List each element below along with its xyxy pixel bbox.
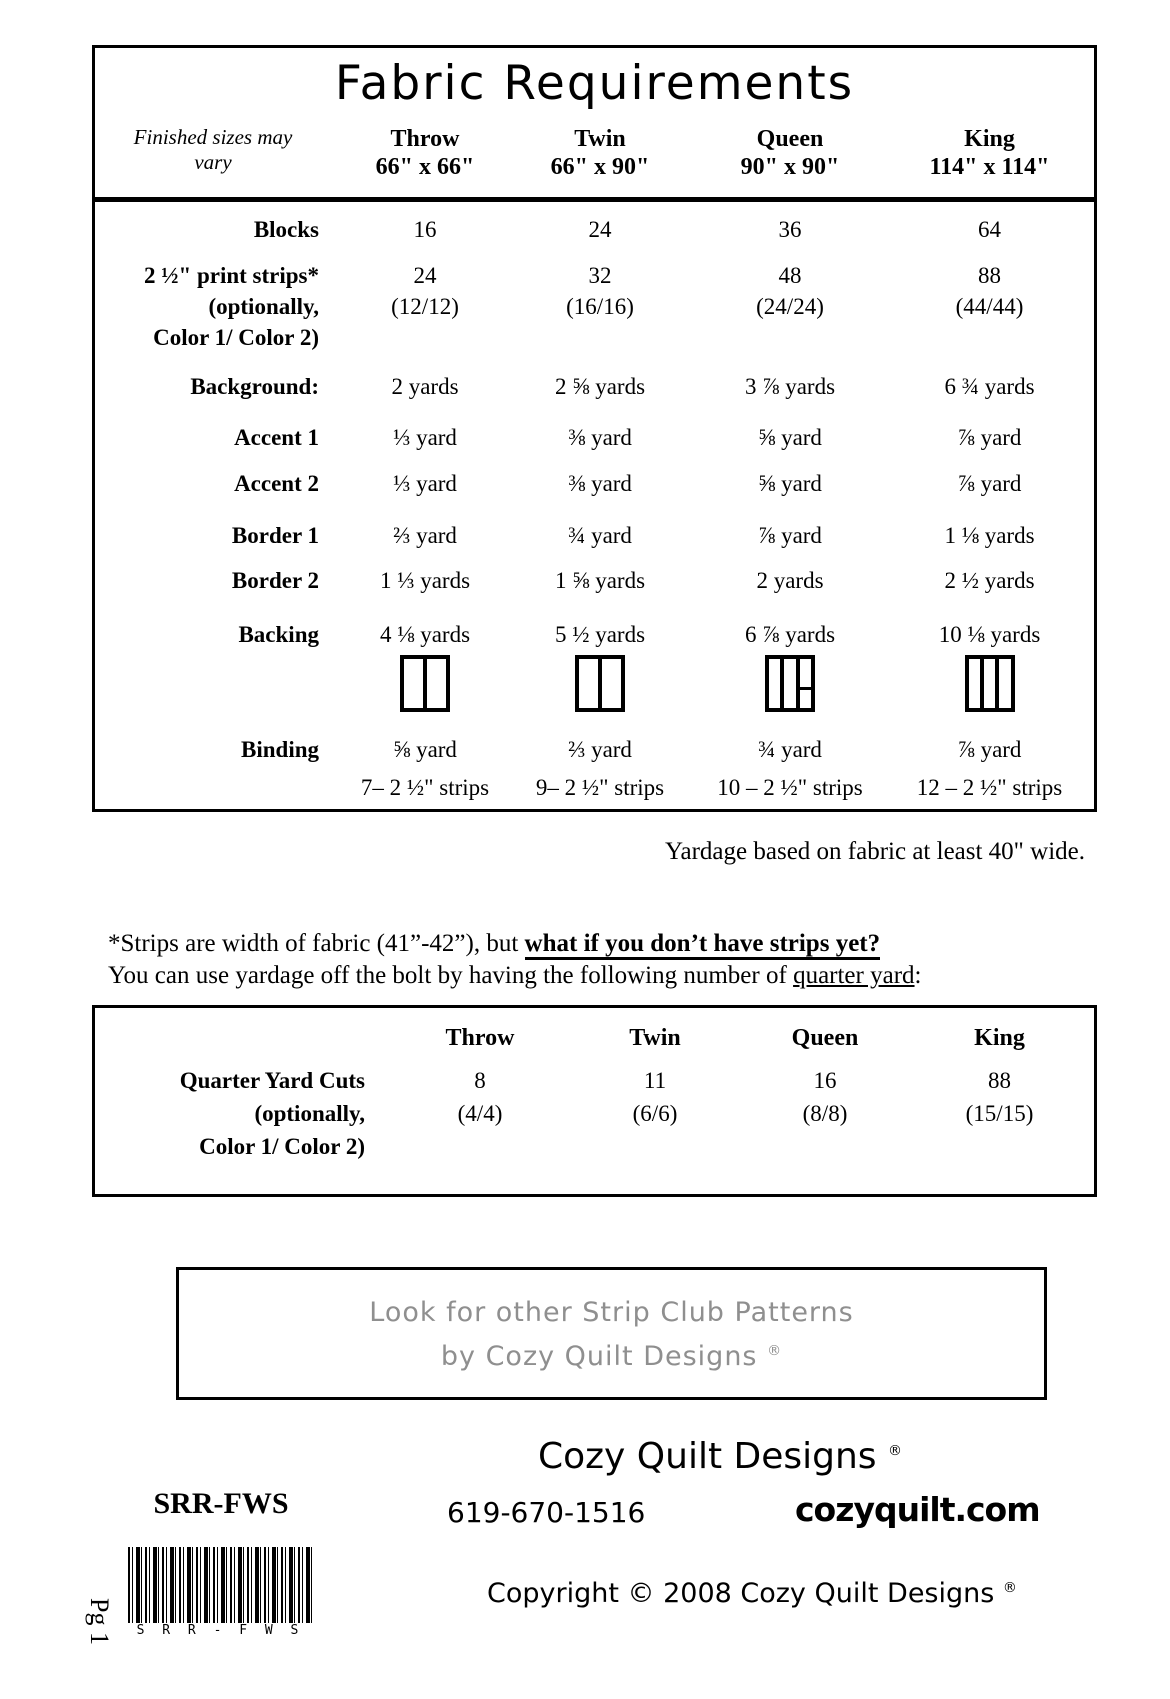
barcode-label: S R R - F W S	[128, 1623, 312, 1638]
cell-value: 10 ⅛ yards	[938, 622, 1041, 647]
row-label: Blocks	[253, 217, 319, 242]
cell-value: 2 yards	[391, 374, 459, 399]
row-backing	[95, 621, 1094, 648]
backing-layout-diagram-queen	[765, 655, 815, 712]
strips-note	[108, 928, 921, 992]
page-number: Pg 1	[85, 1598, 114, 1645]
row-label: Border 1	[231, 523, 319, 548]
barcode	[128, 1547, 312, 1623]
row-label: 2 ½" print strips* (optionally, Color 1/ Color 2)	[143, 263, 319, 350]
pattern-sku: SRR-FWS	[153, 1487, 289, 1520]
cell-value: 6 ⅞ yards	[744, 622, 836, 647]
copyright-line: Copyright © 2008 Cozy Quilt Designs ®	[487, 1578, 1017, 1609]
cell-value: 24	[588, 217, 612, 242]
cell-value: ⅞ yard	[957, 425, 1022, 450]
column-header-throw: Throw	[445, 1025, 515, 1051]
quarter-header-row	[95, 1024, 1094, 1052]
cell-value: ¾ yard	[568, 523, 632, 548]
finished-sizes-line1: Finished sizes may	[133, 125, 293, 149]
cell-value: 48 (24/24)	[756, 263, 824, 319]
cell-value: ⅓ yard	[393, 425, 457, 450]
backing-layout-diagram-throw	[400, 655, 450, 712]
quarter-yard-term: quarter yard	[793, 962, 915, 989]
row-binding-strips	[95, 774, 1094, 801]
row-print-strips	[95, 260, 1094, 353]
column-header-twin: Twin	[629, 1025, 681, 1051]
column-header-twin: Twin 66" x 90"	[550, 126, 650, 180]
website-url: cozyquilt.com	[795, 1490, 1040, 1529]
cell-value: 24 (12/12)	[391, 263, 459, 319]
promo-line1: Look for other Strip Club Patterns	[369, 1297, 854, 1328]
registered-mark: ®	[767, 1343, 783, 1359]
cell-value: 1 ⅝ yards	[554, 568, 646, 593]
row-blocks	[95, 216, 1094, 243]
column-header-king: King	[974, 1025, 1025, 1051]
cell-value: 7– 2 ½" strips	[360, 775, 490, 800]
cell-value: 1 ⅓ yards	[379, 568, 471, 593]
yardage-footnote: Yardage based on fabric at least 40" wide.	[664, 838, 1085, 865]
registered-mark: ®	[1002, 1580, 1017, 1596]
promo-box	[176, 1267, 1047, 1400]
row-accent-1	[95, 424, 1094, 451]
cell-value: 16 (8/8)	[802, 1068, 848, 1126]
row-label: Quarter Yard Cuts (optionally, Color 1/ Color 2)	[179, 1068, 365, 1159]
strips-note-line2: You can use yardage off the bolt by having the following number of quarter yard:	[108, 962, 922, 989]
cell-value: 10 – 2 ½" strips	[717, 775, 863, 800]
backing-layout-diagram-twin	[575, 655, 625, 712]
row-label: Accent 2	[234, 471, 319, 496]
registered-mark: ®	[888, 1443, 903, 1459]
size-header-row	[95, 125, 1094, 181]
cell-value: 3 ⅞ yards	[744, 374, 836, 399]
cell-value: 64	[978, 217, 1001, 242]
row-label: Accent 1	[234, 425, 319, 450]
backing-layout-diagram-king	[965, 655, 1015, 712]
row-border-1	[95, 522, 1094, 549]
cell-value: 88 (44/44)	[955, 263, 1024, 319]
cell-value: 36	[778, 217, 802, 242]
cell-value: ⅝ yard	[758, 425, 822, 450]
finished-sizes-line2: vary	[194, 150, 232, 174]
row-label: Border 2	[231, 568, 319, 593]
strips-question: what if you don’t have strips yet?	[525, 930, 881, 960]
cell-value: 1 ⅛ yards	[944, 523, 1035, 548]
cell-value: 2 ½ yards	[944, 568, 1035, 593]
cell-value: ⅞ yard	[758, 523, 822, 548]
strips-note-line1: *Strips are width of fabric (41”-42”), but what if you don’t have strips yet?	[108, 928, 921, 960]
cell-value: 6 ¾ yards	[944, 374, 1035, 399]
column-header-queen: Queen 90" x 90"	[740, 126, 840, 180]
header-divider	[95, 197, 1094, 202]
cell-value: 88 (15/15)	[965, 1068, 1034, 1126]
cell-value: ⅓ yard	[393, 471, 457, 496]
cell-value: 12 – 2 ½" strips	[916, 775, 1063, 800]
cell-value: 5 ½ yards	[554, 622, 646, 647]
cell-value: ¾ yard	[758, 737, 822, 762]
row-label: Background:	[190, 374, 319, 399]
cell-value: 9– 2 ½" strips	[535, 775, 665, 800]
cell-value: 16	[413, 217, 437, 242]
table-title: Fabric Requirements	[334, 56, 855, 111]
cell-value: 2 ⅝ yards	[554, 374, 646, 399]
phone-number: 619-670-1516	[447, 1496, 646, 1529]
cell-value: 2 yards	[756, 568, 824, 593]
row-backing-diagrams	[95, 655, 1094, 714]
cell-value: 4 ⅛ yards	[379, 622, 471, 647]
cell-value: ⅝ yard	[758, 471, 822, 496]
cell-value: ⅔ yard	[393, 523, 457, 548]
cell-value: ⅔ yard	[568, 737, 632, 762]
cell-value: ⅞ yard	[957, 737, 1022, 762]
row-background	[95, 373, 1094, 400]
column-header-throw: Throw 66" x 66"	[375, 126, 475, 180]
cell-value: 32 (16/16)	[566, 263, 634, 319]
cell-value: ⅜ yard	[568, 471, 632, 496]
row-binding	[95, 736, 1094, 763]
column-header-queen: Queen	[791, 1025, 859, 1051]
finished-sizes-note	[95, 125, 345, 175]
quarter-yard-cuts-row	[95, 1064, 1094, 1163]
row-label: Backing	[238, 622, 319, 647]
fabric-requirements-table	[92, 45, 1097, 812]
cell-value: ⅜ yard	[568, 425, 632, 450]
cell-value: 11 (6/6)	[632, 1068, 678, 1126]
row-border-2	[95, 567, 1094, 594]
cell-value: 8 (4/4)	[457, 1068, 503, 1126]
cell-value: ⅞ yard	[957, 471, 1022, 496]
row-label: Binding	[241, 737, 319, 762]
cell-value: ⅝ yard	[393, 737, 457, 762]
promo-line2: by Cozy Quilt Designs ®	[440, 1341, 783, 1372]
brand-logo-text: Cozy Quilt Designs ®	[537, 1436, 903, 1477]
quarter-yard-table	[92, 1005, 1097, 1197]
row-accent-2	[95, 470, 1094, 497]
column-header-king: King 114" x 114"	[929, 126, 1050, 180]
